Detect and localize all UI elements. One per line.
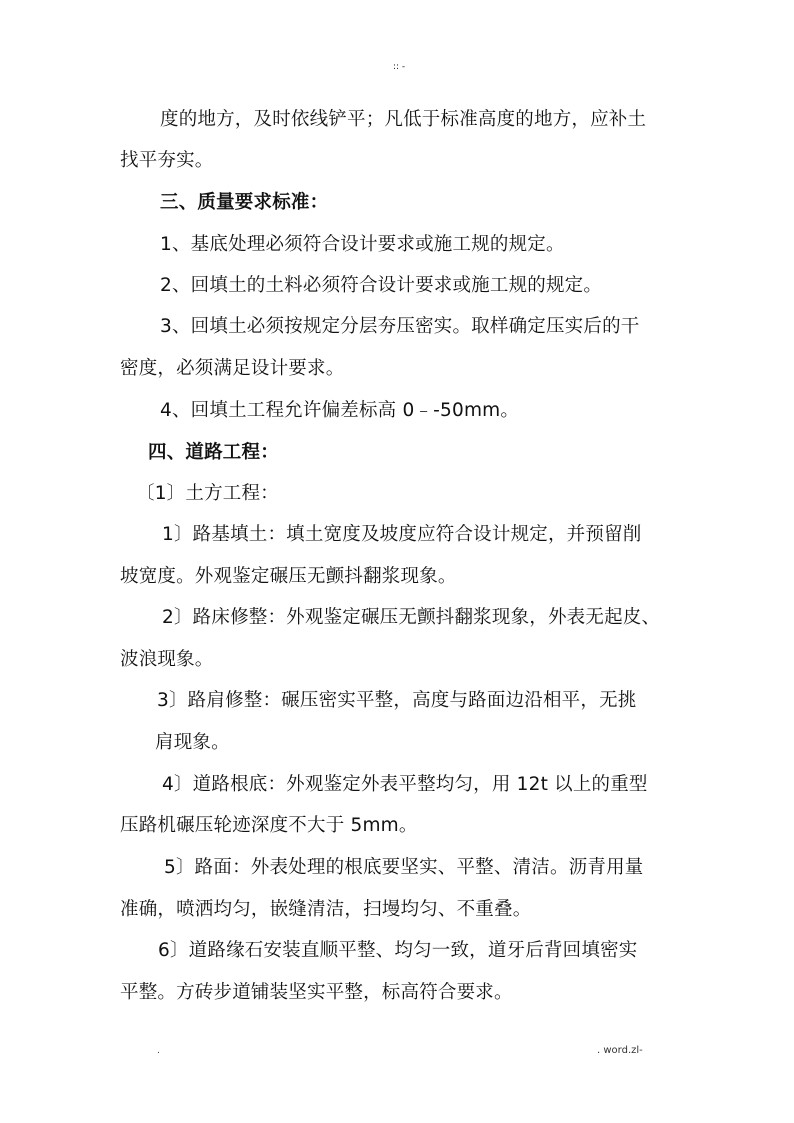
list-item-continuation: 平整。方砖步道铺装坚实平整，标高符合要求。 xyxy=(120,982,513,1003)
list-item: 1、基底处理必须符合设计要求或施工规的规定。 xyxy=(160,234,565,255)
list-item-continuation: 密度，必须满足设计要求。 xyxy=(120,358,345,379)
section-heading-quality: 三、质量要求标准： xyxy=(160,192,329,213)
list-item-continuation: 肩现象。 xyxy=(155,732,230,753)
list-item-continuation: 坡宽度。外观鉴定碾压无颤抖翻浆现象。 xyxy=(120,566,457,587)
list-item: 2〕路床修整：外观鉴定碾压无颤抖翻浆现象，外表无起皮、 xyxy=(162,607,661,628)
paragraph-line: 找平夯实。 xyxy=(120,150,214,171)
list-item-continuation: 波浪现象。 xyxy=(120,649,214,670)
list-item: 4〕道路根底：外观鉴定外表平整均匀，用 12t 以上的重型 xyxy=(162,774,648,795)
section-heading-road: 四、道路工程： xyxy=(148,442,279,463)
list-item: 5〕路面：外表处理的根底要坚实、平整、清洁。沥青用量 xyxy=(164,857,644,878)
list-item: 4、回填土工程允许偏差标高 0﹣-50mm。 xyxy=(160,400,520,421)
list-item: 2、回填土的土料必须符合设计要求或施工规的规定。 xyxy=(160,275,603,296)
footer-dot: . xyxy=(157,1046,160,1056)
list-item: 3〕路肩修整：碾压密实平整，高度与路面边沿相平，无挑 xyxy=(157,690,637,711)
subsection-heading: 〔1〕土方工程： xyxy=(136,483,279,504)
list-item-continuation: 压路机碾压轮迹深度不大于 5mm。 xyxy=(120,815,418,836)
list-item-continuation: 准确，喷洒均匀，嵌缝清洁，扫墁均匀、不重叠。 xyxy=(120,899,532,920)
list-item: 3、回填土必须按规定分层夯压密实。取样确定压实后的干 xyxy=(160,316,640,337)
list-item: 1〕路基填土：填土宽度及坡度应符合设计规定，并预留削 xyxy=(162,524,642,545)
paragraph-line: 度的地方，及时依线铲平；凡低于标准高度的地方，应补土 xyxy=(160,109,647,130)
header-mark: :: - xyxy=(393,62,406,72)
footer-text: . word.zl- xyxy=(597,1045,643,1056)
list-item: 6〕道路缘石安装直顺平整、均匀一致，道牙后背回填密实 xyxy=(158,940,638,961)
